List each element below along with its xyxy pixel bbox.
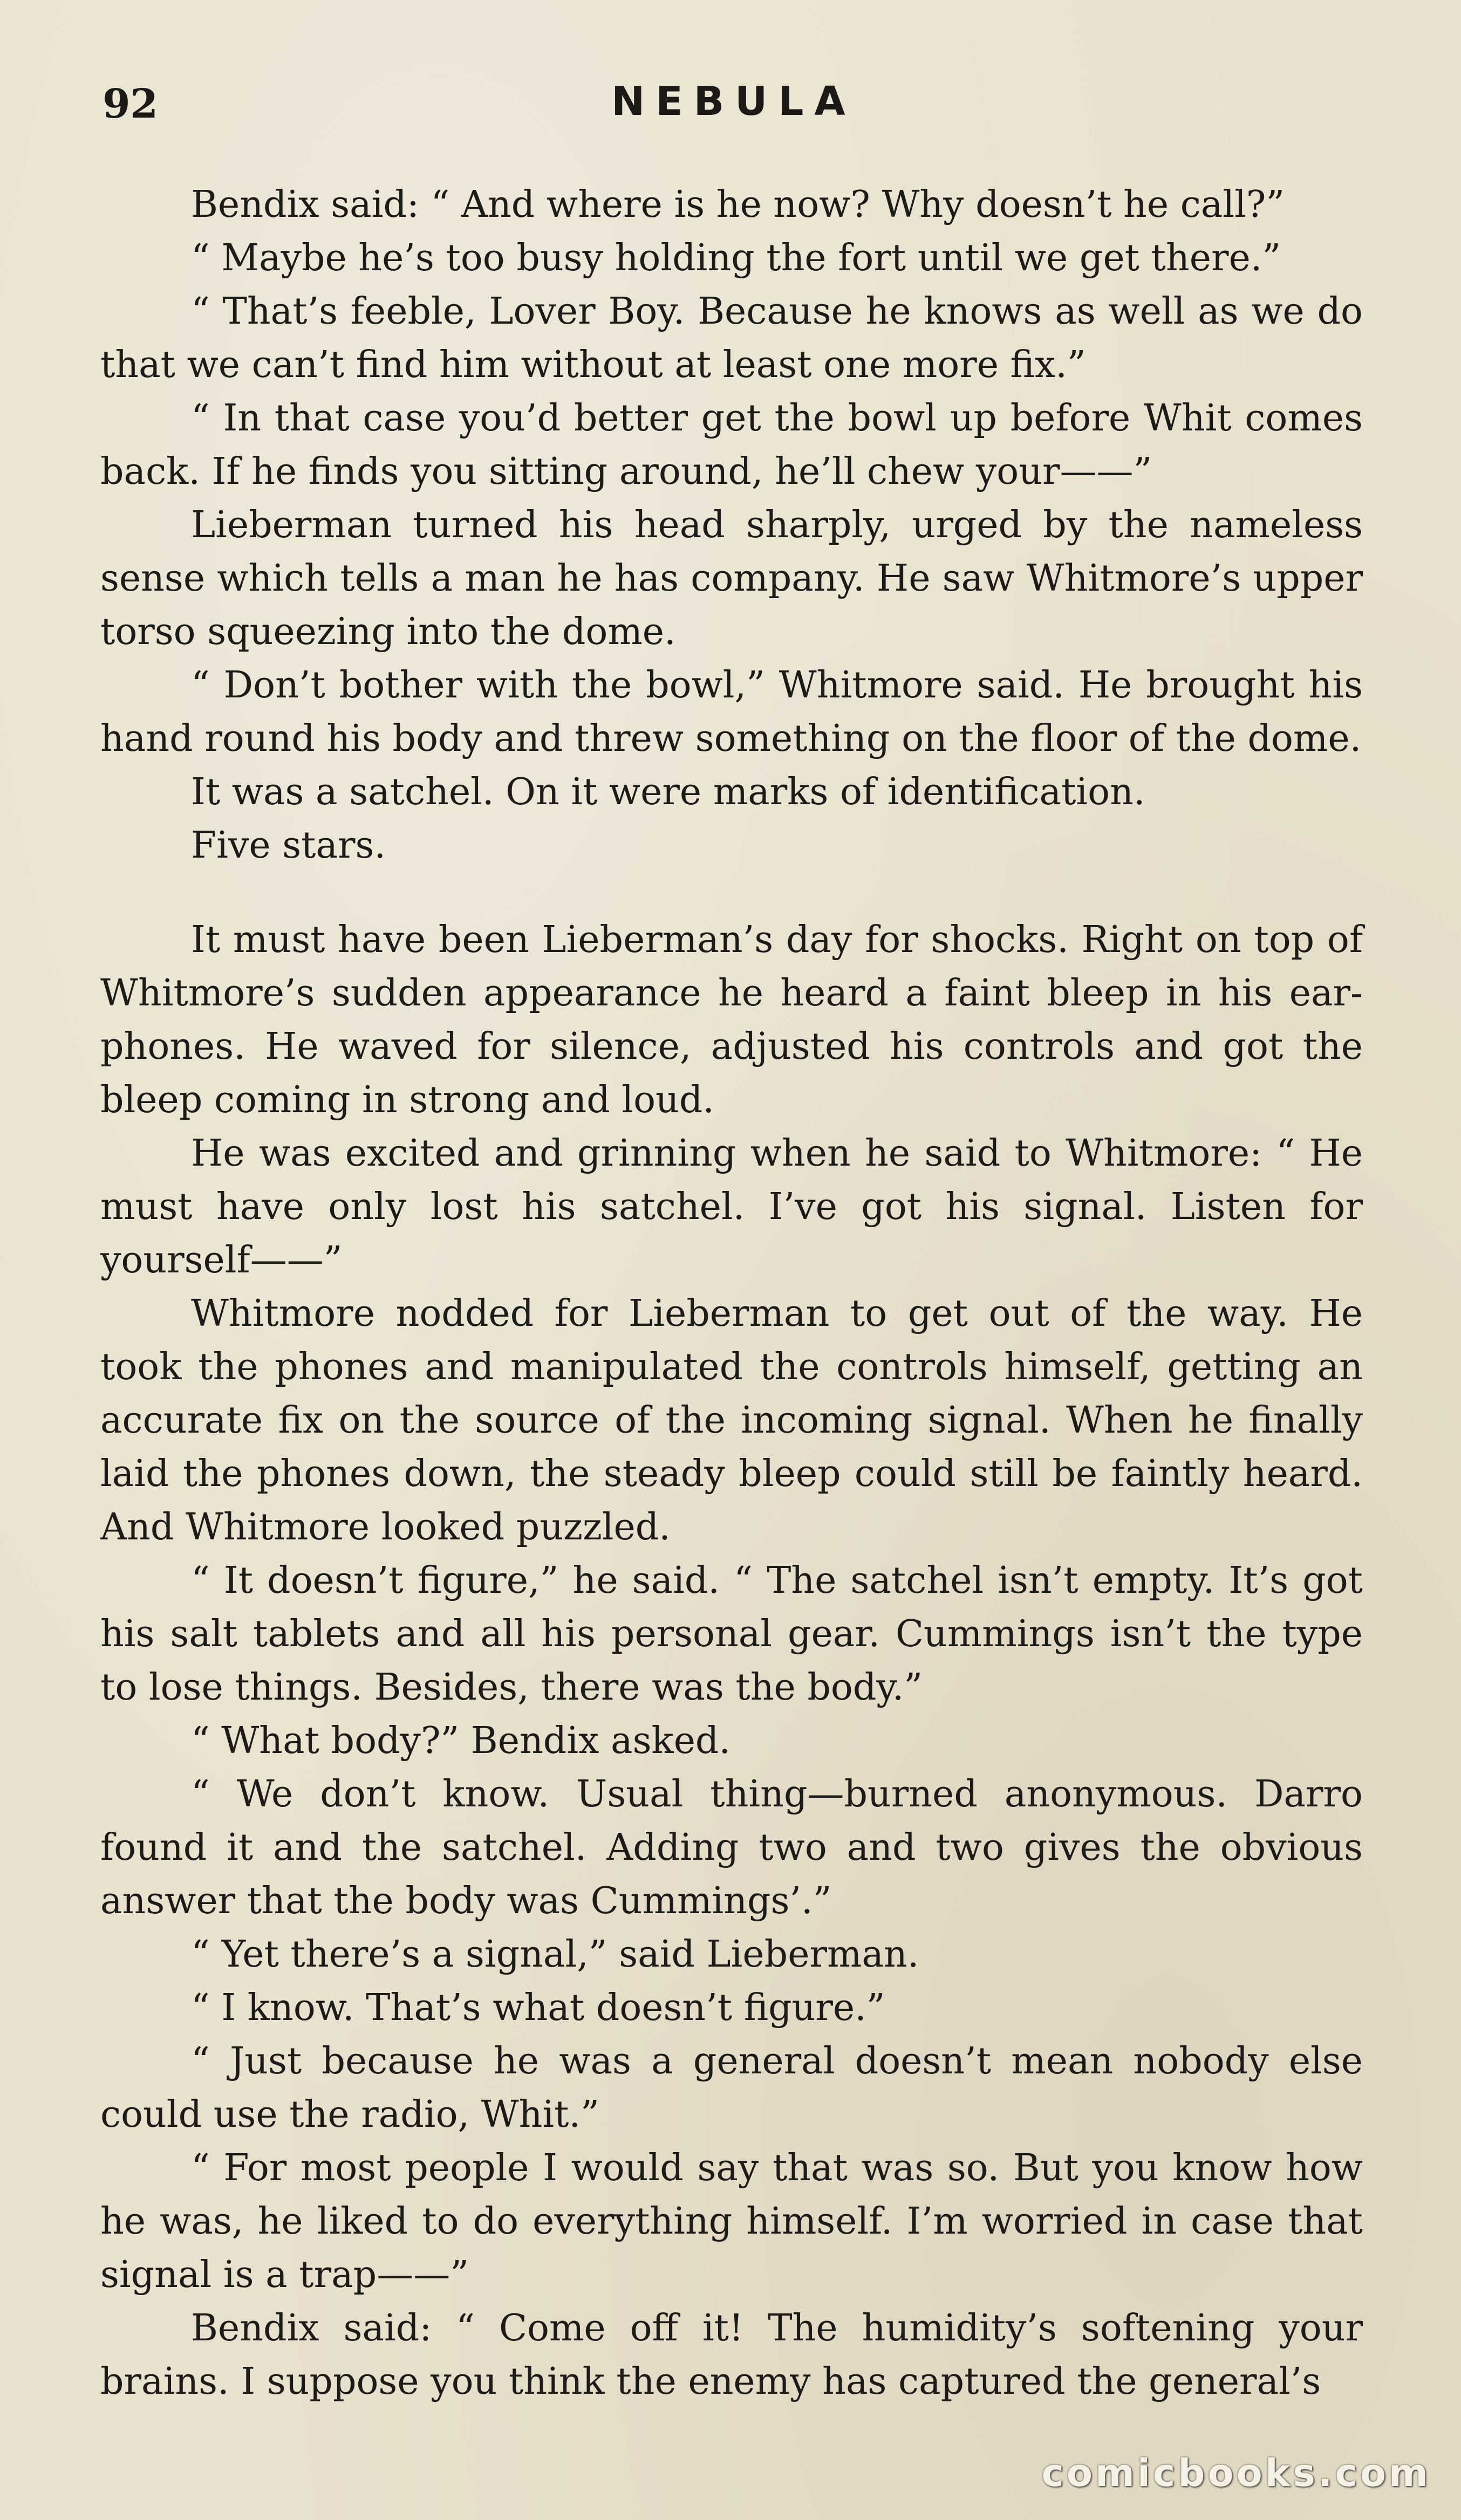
paragraph: “ Don’t bother with the bowl,” Whitmore said. He brought his hand round his body and threw something on the floor of the dome. xyxy=(100,664,1363,760)
paragraph: “ We don’t know. Usual thing—burned anonymous. Darro found it and the satchel. Adding two and two gives the obvious answer that the body was Cummings’.” xyxy=(100,1773,1363,1922)
paragraph: He was excited and grinning when he said to Whitmore: “ He must have only lost his satchel. I’ve got his signal. Listen for yourself——” xyxy=(100,1132,1363,1282)
watermark: comicbooks.com xyxy=(1041,2451,1431,2495)
paragraph: “ Maybe he’s too busy holding the fort until we get there.” xyxy=(191,237,1281,279)
running-head-title: NEBULA xyxy=(611,78,856,125)
page-header xyxy=(103,76,1365,135)
paragraph: “ I know. That’s what doesn’t figure.” xyxy=(191,1987,885,2029)
paragraph: Bendix said: “ Come off it! The humidity’s softening your brains. I suppose you think the enemy has captured the general’s xyxy=(100,2307,1363,2403)
paragraph: Five stars. xyxy=(191,824,386,867)
paragraph: “ Just because he was a general doesn’t mean nobody else could use the radio, Whit.” xyxy=(100,2040,1363,2136)
paragraph: It must have been Lieberman’s day for shocks. Right on top of Whitmore’s sudden appearance he heard a faint bleep in his ear-phones. He waved for silence, adjusted his controls and got the bleep coming in strong and loud. xyxy=(100,919,1363,1121)
paragraph: It was a satchel. On it were marks of identification. xyxy=(191,771,1145,813)
paragraph: “ In that case you’d better get the bowl up before Whit comes back. If he finds you sitting around, he’ll chew your——” xyxy=(100,397,1363,493)
paragraph: “ Yet there’s a signal,” said Lieberman. xyxy=(191,1933,919,1976)
paragraph: “ It doesn’t figure,” he said. “ The satchel isn’t empty. It’s got his salt tablets and all his personal gear. Cummings isn’t the type to lose things. Besides, there was the body.” xyxy=(100,1559,1363,1709)
paragraph: Bendix said: “ And where is he now? Why doesn’t he call?” xyxy=(191,183,1285,226)
paragraph: “ What body?” Bendix asked. xyxy=(191,1720,731,1762)
paragraph: Lieberman turned his head sharply, urged by the nameless sense which tells a man he has company. He saw Whitmore’s upper torso squeezing into the dome. xyxy=(100,504,1363,653)
paragraph: “ That’s feeble, Lover Boy. Because he knows as well as we do that we can’t find him without at least one more fix.” xyxy=(100,290,1363,386)
paragraph: Whitmore nodded for Lieberman to get out of the way. He took the phones and manipulated the controls himself, getting an accurate fix on the source of the incoming signal. When he finally laid the phones down, the steady bleep could still be faintly heard. And Whitmore looked puzzled. xyxy=(100,1292,1363,1549)
body-text xyxy=(100,178,1363,2408)
paragraph: “ For most people I would say that was so. But you know how he was, he liked to do everything himself. I’m worried in case that signal is a trap——” xyxy=(100,2147,1363,2296)
page-number: 92 xyxy=(103,81,158,127)
